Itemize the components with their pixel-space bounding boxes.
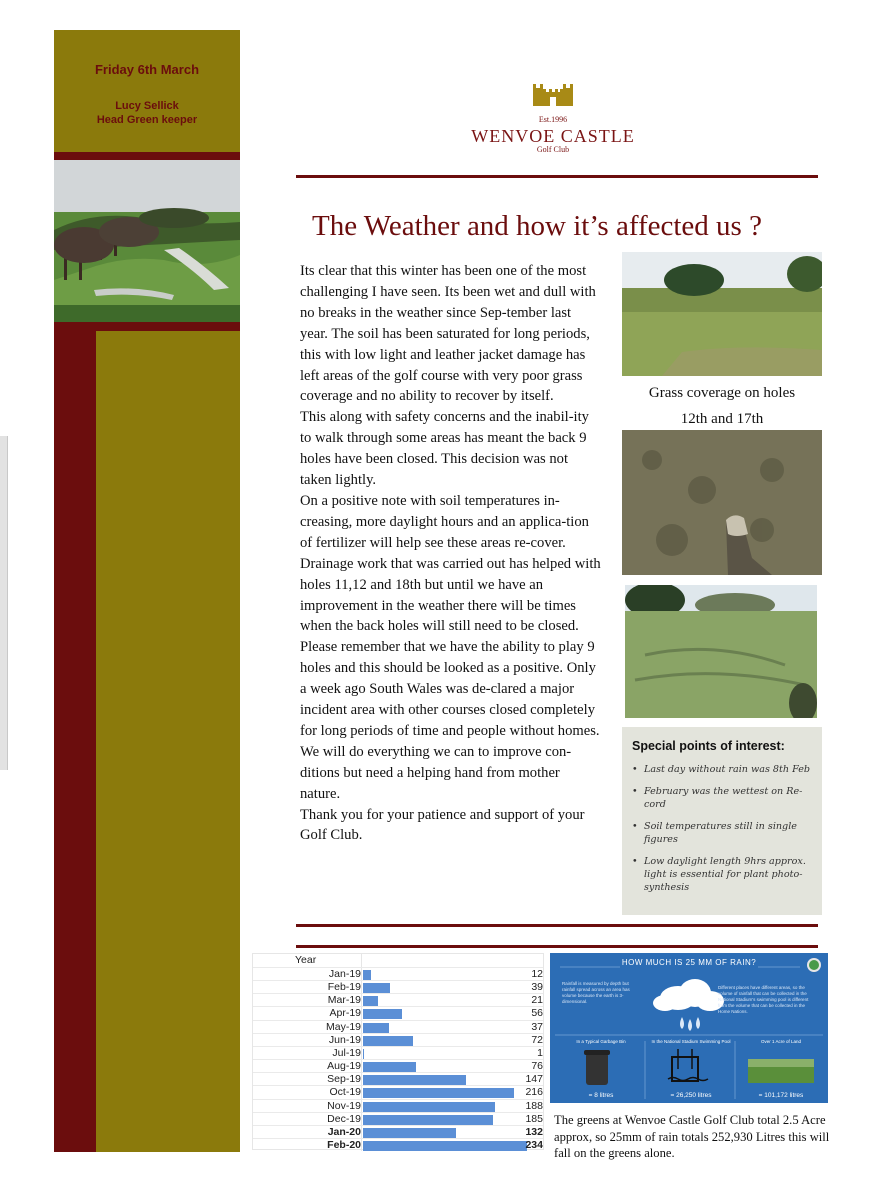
article-title: The Weather and how it’s affected us ? — [312, 210, 762, 242]
article-paragraph: Please remember that we have the ability to play 9 holes and this should be looked as a positive. Only a week ago South Wales was de-clared a major incident area with other courses closed completely for long periods of time and people without homes. — [300, 639, 600, 739]
rainfall-bar — [363, 1036, 413, 1046]
article-paragraph: We will do everything we can to improve con-ditions but need a helping hand from mother nature. — [300, 743, 572, 802]
rainfall-value: 1 — [537, 1046, 543, 1059]
rainfall-bar — [363, 1115, 493, 1125]
rainfall-row — [253, 1085, 543, 1098]
panel-label-bin: In a Typical Garbage Bin — [576, 1039, 626, 1044]
rainfall-row — [253, 967, 543, 980]
rainfall-value: 147 — [525, 1073, 543, 1086]
logo-sub: Golf Club — [536, 145, 570, 154]
rainfall-bar — [363, 970, 371, 980]
rainfall-month-label: Jul-19 — [332, 1046, 361, 1059]
rainfall-month-label: Jun-19 — [328, 1033, 361, 1046]
special-point-item: • Last day without rain was 8th Feb — [632, 763, 814, 776]
special-point-item: • February was the wettest on Re-cord — [632, 785, 814, 811]
rainfall-row — [253, 1046, 543, 1059]
rainfall-month-label: Apr-19 — [329, 1007, 361, 1020]
course-flooding-photo — [54, 160, 240, 322]
sidebar-panel — [96, 331, 240, 1152]
rain-infographic — [550, 953, 828, 1103]
issue-date: Friday 6th March — [94, 62, 200, 77]
article-paragraph: On a positive note with soil temperatures in-creasing, more daylight hours and an applica-tion of fertilizer will help see these areas re-cover. — [300, 492, 589, 551]
rain-note: The greens at Wenvoe Castle Golf Club total 2.5 Acre approx, so 25mm of rain totals 252,930 Litres this will fall on the greens alone. — [554, 1113, 830, 1160]
acre-field-icon — [748, 1059, 814, 1083]
rainfall-value: 56 — [531, 1007, 543, 1020]
rainfall-row — [253, 1006, 543, 1019]
rainfall-month-label: Aug-19 — [327, 1060, 361, 1073]
rainfall-value: 72 — [531, 1033, 543, 1046]
rainfall-row — [253, 1112, 543, 1125]
rainfall-row — [253, 993, 543, 1006]
rainfall-value: 188 — [525, 1099, 543, 1112]
rainfall-header-year: Year — [295, 954, 317, 966]
rainfall-bar — [363, 1009, 402, 1019]
rainfall-value: 234 — [525, 1138, 543, 1151]
author-role: Head Green keeper — [96, 114, 198, 126]
photo-caption — [622, 380, 822, 432]
rainfall-bar — [363, 996, 378, 1006]
rainfall-month-label: May-19 — [325, 1020, 361, 1033]
article-paragraph: Thank you for your patience and support of your Golf Club. — [300, 806, 585, 844]
fairway-photo — [622, 252, 822, 376]
panel-label-pool: In the National Stadium Swimming Pool — [651, 1039, 731, 1044]
rainfall-month-label: Dec-19 — [327, 1112, 361, 1125]
infographic-title: HOW MUCH IS 25 MM OF RAIN? — [621, 958, 757, 967]
rainfall-bar — [363, 1049, 364, 1059]
rainfall-month-label: Sep-19 — [327, 1073, 361, 1086]
special-points-title: Special points of interest: — [632, 739, 785, 753]
rainfall-bar — [363, 983, 390, 993]
rainfall-value: 39 — [531, 981, 543, 994]
author-block — [54, 99, 240, 127]
article-paragraph: This along with safety concerns and the inabil-ity to walk through some areas has meant the back 9 holes have been closed. This decision was not taken lightly. — [300, 409, 589, 489]
special-point-item: • Low daylight length 9hrs approx. light is essential for plant photo-synthesis — [632, 855, 814, 894]
rainfall-month-label: Oct-19 — [329, 1086, 361, 1099]
top-divider — [296, 175, 818, 178]
infographic-left-text: Rainfall is measured by depth but rainfall spread across an area has volume because the earth is 3-dimensional. — [562, 981, 630, 1004]
rainfall-value: 185 — [525, 1112, 543, 1125]
issue-header-block — [54, 30, 240, 152]
rainfall-value: 216 — [525, 1086, 543, 1099]
rainfall-month-label: Mar-19 — [327, 994, 361, 1007]
panel-value-acre: = 101,172 litres — [758, 1092, 804, 1099]
rainfall-row — [253, 1138, 543, 1151]
rainfall-row — [253, 1020, 543, 1033]
rainfall-month-label: Nov-19 — [327, 1099, 361, 1112]
rainfall-bar — [363, 1102, 495, 1112]
photo-caption-line1: Grass coverage on holes — [648, 385, 796, 401]
photo-caption-line2: 12th and 17th — [680, 411, 764, 427]
rainfall-month-label: Feb-20 — [327, 1138, 361, 1151]
club-logo — [468, 80, 638, 154]
rainfall-value: 132 — [525, 1125, 543, 1138]
bottom-divider-1 — [296, 924, 818, 927]
special-points-list — [632, 763, 814, 894]
rainfall-row — [253, 1099, 543, 1112]
rainfall-row — [253, 1033, 543, 1046]
article-paragraph: Drainage work that was carried out has helped with holes 11,12 and 18th but until we have an improvement in the weather there will be times when the back holes will still need to be closed. — [300, 555, 601, 635]
rainfall-value: 21 — [531, 994, 543, 1007]
infographic-right-text: Different places have different areas, so the volume of rainfall that can be collected in the National Stadium's swimming pool is different from the volume that can be collected in the Home Nations. — [718, 985, 809, 1014]
rainfall-row — [253, 1125, 543, 1138]
article-body — [300, 261, 602, 846]
panel-value-pool: = 26,250 litres — [670, 1092, 712, 1099]
rainfall-month-label: Feb-19 — [327, 981, 361, 994]
panel-value-bin: = 8 litres — [588, 1092, 614, 1099]
rainfall-value: 12 — [531, 968, 543, 980]
logo-est: Est.1996 — [538, 115, 568, 124]
rainfall-row — [253, 1072, 543, 1085]
rainfall-bar — [363, 1075, 466, 1085]
bottom-divider-2 — [296, 945, 818, 948]
rainfall-month-label: Jan-20 — [327, 1125, 361, 1138]
logo-name: WENVOE CASTLE — [471, 126, 635, 146]
rainfall-value: 37 — [531, 1020, 543, 1033]
rainfall-bar — [363, 1062, 416, 1072]
bare-turf-photo — [622, 430, 822, 575]
rainfall-bar — [363, 1023, 389, 1033]
rainfall-table — [252, 953, 544, 1150]
rainfall-bar — [363, 1128, 456, 1138]
page-edge-tab — [0, 436, 8, 770]
rainfall-value: 76 — [531, 1060, 543, 1073]
rainfall-row — [253, 1059, 543, 1072]
special-points-box — [622, 727, 822, 915]
article-paragraph: Its clear that this winter has been one of the most challenging I have seen. Its been wet and dull with no breaks in the weather since Sep-tember last year. The soil has been saturated for long periods, this with low light and leather jacket damage has left areas of the golf course with very poor grass coverage and no ability to recover by itself. — [300, 263, 596, 405]
rainfall-table-header — [253, 954, 543, 966]
rainfall-row — [253, 980, 543, 993]
panel-label-acre: Over 1 Acre of Land — [760, 1039, 802, 1044]
castle-icon — [528, 80, 578, 112]
rainfall-month-label: Jan-19 — [328, 968, 361, 980]
swimming-pool-icon — [668, 1049, 708, 1081]
wet-green-photo — [625, 585, 817, 718]
author-name: Lucy Sellick — [115, 100, 179, 112]
infographic-art — [550, 953, 828, 1103]
special-point-item: • Soil temperatures still in single figures — [632, 820, 814, 846]
garbage-bin-icon — [584, 1050, 610, 1085]
